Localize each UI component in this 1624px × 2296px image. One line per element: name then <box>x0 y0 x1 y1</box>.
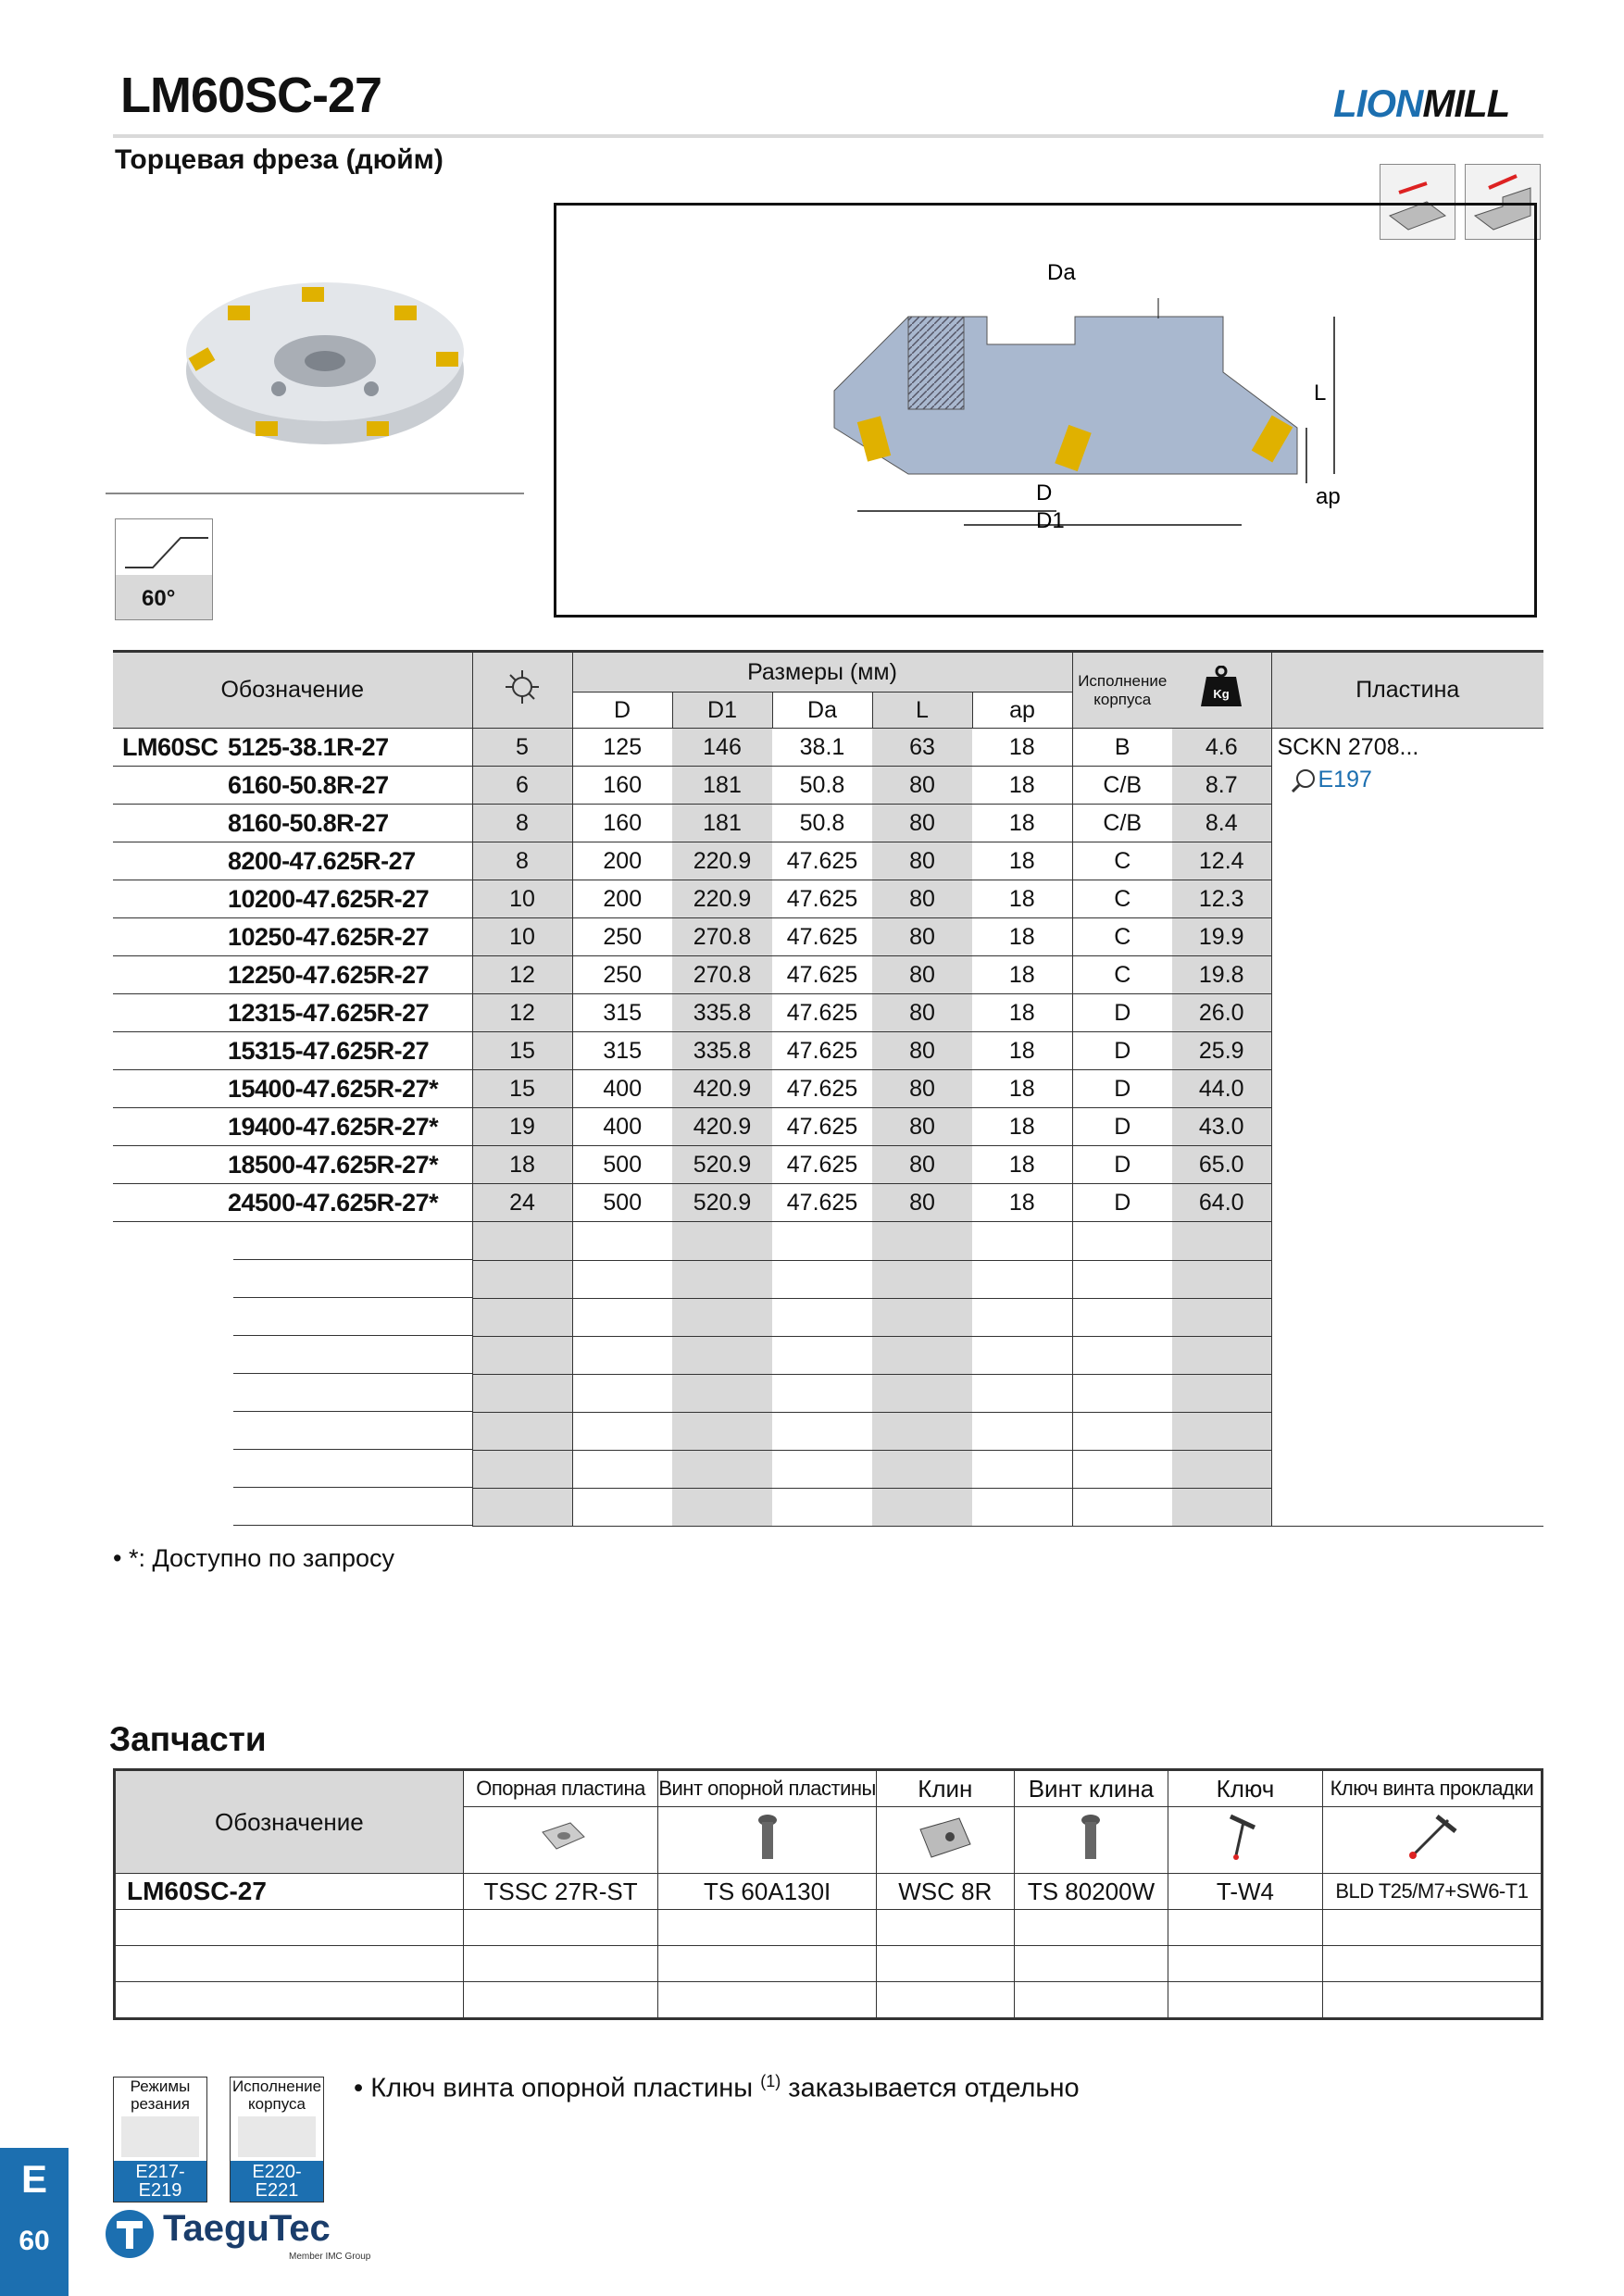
subhdr-l: L <box>872 693 972 729</box>
company-name: TaeguTec <box>163 2208 331 2249</box>
shim-key-icon <box>1322 1807 1542 1874</box>
logo-suffix: MILL <box>1422 81 1510 125</box>
cell-d1: 420.9 <box>672 1108 772 1146</box>
designation-cell: LM60SC 5125-38.1R-27 <box>113 729 472 767</box>
cell-da: 47.625 <box>772 1108 872 1146</box>
cell-l <box>872 1260 972 1298</box>
cell-da <box>772 1412 872 1450</box>
teeth-icon <box>472 652 572 729</box>
cell-body: D <box>1072 1184 1172 1222</box>
label-l: L <box>1314 381 1327 406</box>
designation-cell <box>113 1488 472 1526</box>
cell-kg: 44.0 <box>1172 1070 1271 1108</box>
cell-l: 80 <box>872 880 972 918</box>
angle-label: 60° <box>142 586 176 611</box>
cell-da: 47.625 <box>772 1032 872 1070</box>
designation-cell <box>113 1298 472 1336</box>
designation-cell: 10250-47.625R-27 <box>113 918 472 956</box>
cell-body <box>1072 1222 1172 1261</box>
cell-d1 <box>672 1450 772 1488</box>
cell-kg <box>1172 1260 1271 1298</box>
designation-cell: 10200-47.625R-27 <box>113 880 472 918</box>
cell-da: 47.625 <box>772 842 872 880</box>
cell-body: C/B <box>1072 805 1172 842</box>
cell-kg: 4.6 <box>1172 729 1271 767</box>
designation-cell: 15400-47.625R-27* <box>113 1070 472 1108</box>
cell-da <box>772 1374 872 1412</box>
insert-page-link[interactable]: E197 <box>1318 767 1372 792</box>
cell-da <box>772 1260 872 1298</box>
cell-da <box>772 1222 872 1261</box>
product-table <box>113 650 1543 1527</box>
cell-ap <box>972 1298 1072 1336</box>
insert-code: SCKN 2708... <box>1277 734 1419 760</box>
cutting-data-link[interactable]: E217-E219 <box>114 2161 206 2202</box>
spare-parts-title: Запчасти <box>109 1720 267 1758</box>
cell-d: 500 <box>572 1146 672 1184</box>
cell-l: 63 <box>872 729 972 767</box>
cell-ap: 18 <box>972 842 1072 880</box>
cell-d1 <box>672 1222 772 1261</box>
cell-da: 47.625 <box>772 1070 872 1108</box>
designation-cell: 18500-47.625R-27* <box>113 1146 472 1184</box>
designation-cell: 12250-47.625R-27 <box>113 956 472 994</box>
cell-ap: 18 <box>972 918 1072 956</box>
cell-z <box>472 1450 572 1488</box>
spare-header-key: Ключ <box>1168 1770 1323 1807</box>
cell-z: 10 <box>472 918 572 956</box>
cell-z: 8 <box>472 842 572 880</box>
body-version-link[interactable]: E220-E221 <box>231 2161 323 2202</box>
spare-header-shim: Опорная пластина <box>463 1770 658 1807</box>
cell-ap <box>972 1488 1072 1526</box>
subhdr-d: D <box>572 693 672 729</box>
cell-l: 80 <box>872 1146 972 1184</box>
cell-l: 80 <box>872 918 972 956</box>
cell-ap <box>972 1412 1072 1450</box>
label-d1: D1 <box>1036 508 1065 533</box>
cutting-data-ref[interactable] <box>113 2077 207 2202</box>
cell-body: C/B <box>1072 767 1172 805</box>
cell-z: 6 <box>472 767 572 805</box>
cell-d: 125 <box>572 729 672 767</box>
cell-da: 47.625 <box>772 956 872 994</box>
cell-d: 315 <box>572 1032 672 1070</box>
cell-z: 10 <box>472 880 572 918</box>
cell-d <box>572 1450 672 1488</box>
image-divider <box>106 493 524 494</box>
cell-d1: 335.8 <box>672 994 772 1032</box>
cell-body: D <box>1072 994 1172 1032</box>
spare-designation: LM60SC-27 <box>115 1874 464 1910</box>
page-number: 60 <box>19 2226 50 2256</box>
key-icon <box>1168 1807 1323 1874</box>
cell-da <box>772 1450 872 1488</box>
cell-body <box>1072 1336 1172 1374</box>
spare-value: TS 60A130I <box>658 1874 877 1910</box>
weight-icon <box>1172 652 1271 729</box>
header-insert: Пластина <box>1271 652 1543 729</box>
cell-kg: 8.4 <box>1172 805 1271 842</box>
cell-kg: 12.3 <box>1172 880 1271 918</box>
cell-body: D <box>1072 1070 1172 1108</box>
cutting-data-label: Режимы резания <box>130 2078 191 2113</box>
page-title: LM60SC-27 <box>120 68 382 123</box>
designation-cell <box>113 1374 472 1412</box>
cell-da <box>772 1298 872 1336</box>
cell-l <box>872 1450 972 1488</box>
cell-z <box>472 1222 572 1261</box>
section-letter: E <box>20 2157 47 2201</box>
cell-z <box>472 1260 572 1298</box>
cell-body <box>1072 1488 1172 1526</box>
cell-kg <box>1172 1336 1271 1374</box>
cell-d <box>572 1412 672 1450</box>
cell-da: 50.8 <box>772 767 872 805</box>
cell-ap <box>972 1260 1072 1298</box>
cell-z: 18 <box>472 1146 572 1184</box>
cell-da <box>772 1488 872 1526</box>
designation-cell <box>113 1222 472 1261</box>
cell-d1 <box>672 1488 772 1526</box>
cell-body: D <box>1072 1108 1172 1146</box>
cell-ap <box>972 1222 1072 1261</box>
designation-cell <box>113 1260 472 1298</box>
cell-da: 38.1 <box>772 729 872 767</box>
spare-header-shim-key: Ключ винта прокладки <box>1322 1770 1542 1807</box>
cell-z <box>472 1336 572 1374</box>
cell-ap: 18 <box>972 1146 1072 1184</box>
spare-value: TS 80200W <box>1014 1874 1168 1910</box>
cell-l <box>872 1488 972 1526</box>
cell-z <box>472 1374 572 1412</box>
cell-body: C <box>1072 842 1172 880</box>
cell-da: 47.625 <box>772 1146 872 1184</box>
cell-ap: 18 <box>972 805 1072 842</box>
cell-l: 80 <box>872 1184 972 1222</box>
cell-z: 15 <box>472 1032 572 1070</box>
cell-d1: 181 <box>672 805 772 842</box>
cell-d: 160 <box>572 805 672 842</box>
cell-d <box>572 1374 672 1412</box>
cell-body <box>1072 1374 1172 1412</box>
subhdr-ap: ap <box>972 693 1072 729</box>
cell-d: 250 <box>572 918 672 956</box>
cell-kg <box>1172 1450 1271 1488</box>
cell-kg: 19.8 <box>1172 956 1271 994</box>
cell-d1: 335.8 <box>672 1032 772 1070</box>
header-body-version: Исполнение корпуса <box>1072 652 1172 729</box>
company-sub: Member IMC Group <box>289 2252 371 2262</box>
cell-ap: 18 <box>972 880 1072 918</box>
magnifier-icon <box>1291 768 1318 792</box>
cell-da: 47.625 <box>772 918 872 956</box>
table-row <box>113 729 1543 767</box>
availability-note: • *: Доступно по запросу <box>113 1544 394 1572</box>
cell-kg <box>1172 1222 1271 1261</box>
cell-d1 <box>672 1374 772 1412</box>
cell-da <box>772 1336 872 1374</box>
angle-icon <box>116 519 212 575</box>
label-ap: ap <box>1316 484 1341 509</box>
spare-parts-table <box>113 1768 1543 2020</box>
cell-d1: 220.9 <box>672 880 772 918</box>
cell-body <box>1072 1260 1172 1298</box>
cell-d1 <box>672 1260 772 1298</box>
cell-l: 80 <box>872 767 972 805</box>
cell-l <box>872 1412 972 1450</box>
cell-d1 <box>672 1336 772 1374</box>
cell-kg <box>1172 1298 1271 1336</box>
cell-z <box>472 1488 572 1526</box>
section-tab <box>0 2148 69 2296</box>
cell-da: 47.625 <box>772 880 872 918</box>
tool-body-icon <box>238 2116 316 2157</box>
cell-d1: 270.8 <box>672 918 772 956</box>
cell-d <box>572 1488 672 1526</box>
cell-d1: 520.9 <box>672 1146 772 1184</box>
header-dims: Размеры (мм) <box>572 652 1072 693</box>
cell-d: 400 <box>572 1108 672 1146</box>
designation-cell: 19400-47.625R-27* <box>113 1108 472 1146</box>
cell-kg <box>1172 1488 1271 1526</box>
header-designation: Обозначение <box>113 652 472 729</box>
designation-cell: 12315-47.625R-27 <box>113 994 472 1032</box>
cell-da: 47.625 <box>772 1184 872 1222</box>
label-da: Da <box>1047 260 1076 285</box>
cell-d <box>572 1260 672 1298</box>
body-version-label: Исполнение корпуса <box>231 2078 322 2113</box>
cell-body <box>1072 1450 1172 1488</box>
wedge-screw-icon <box>1014 1807 1168 1874</box>
cell-ap: 18 <box>972 767 1072 805</box>
cell-kg: 12.4 <box>1172 842 1271 880</box>
table-header-row <box>113 652 1543 693</box>
cell-ap: 18 <box>972 1108 1072 1146</box>
designation-cell <box>113 1412 472 1450</box>
book-icon <box>121 2116 199 2157</box>
cell-body: C <box>1072 918 1172 956</box>
spare-value: BLD T25/M7+SW6-T1 <box>1322 1874 1542 1910</box>
cell-d: 160 <box>572 767 672 805</box>
cell-d1: 270.8 <box>672 956 772 994</box>
cell-ap <box>972 1374 1072 1412</box>
cell-d1: 181 <box>672 767 772 805</box>
insert-cell <box>1271 729 1543 1527</box>
designation-cell: 6160-50.8R-27 <box>113 767 472 805</box>
cell-l: 80 <box>872 1032 972 1070</box>
series-prefix: LM60SC <box>122 732 219 761</box>
cell-d <box>572 1298 672 1336</box>
cell-ap: 18 <box>972 994 1072 1032</box>
cell-body: D <box>1072 1146 1172 1184</box>
cell-ap: 18 <box>972 1032 1072 1070</box>
designation-cell <box>113 1336 472 1374</box>
cell-z: 19 <box>472 1108 572 1146</box>
designation-cell <box>113 1450 472 1488</box>
cell-z <box>472 1412 572 1450</box>
cell-z: 8 <box>472 805 572 842</box>
subhdr-da: Da <box>772 693 872 729</box>
cell-kg: 64.0 <box>1172 1184 1271 1222</box>
cell-d: 315 <box>572 994 672 1032</box>
cell-l: 80 <box>872 1108 972 1146</box>
body-version-ref[interactable] <box>230 2077 324 2202</box>
cell-kg: 26.0 <box>1172 994 1271 1032</box>
cell-l: 80 <box>872 994 972 1032</box>
cell-d1: 420.9 <box>672 1070 772 1108</box>
cell-l <box>872 1374 972 1412</box>
cell-l <box>872 1336 972 1374</box>
cell-body: C <box>1072 880 1172 918</box>
cell-body: C <box>1072 956 1172 994</box>
spare-value: TSSC 27R-ST <box>463 1874 658 1910</box>
spare-header-designation: Обозначение <box>115 1770 464 1874</box>
cell-ap <box>972 1450 1072 1488</box>
spare-header-wedge: Клин <box>876 1770 1014 1807</box>
cell-d: 400 <box>572 1070 672 1108</box>
spare-value: T-W4 <box>1168 1874 1323 1910</box>
cell-da: 47.625 <box>772 994 872 1032</box>
spare-row <box>115 1874 1543 1910</box>
cell-kg: 65.0 <box>1172 1146 1271 1184</box>
spare-value: WSC 8R <box>876 1874 1014 1910</box>
cell-ap: 18 <box>972 956 1072 994</box>
subhdr-d1: D1 <box>672 693 772 729</box>
spare-header-wedge-screw: Винт клина <box>1014 1770 1168 1807</box>
header-rule <box>113 134 1543 138</box>
spare-header-shim-screw: Винт опорной пластины <box>658 1770 877 1807</box>
cell-kg <box>1172 1412 1271 1450</box>
designation-cell: 8160-50.8R-27 <box>113 805 472 842</box>
cell-z <box>472 1298 572 1336</box>
cell-body <box>1072 1412 1172 1450</box>
cell-d: 200 <box>572 880 672 918</box>
cell-ap <box>972 1336 1072 1374</box>
cell-ap: 18 <box>972 1184 1072 1222</box>
cell-body: D <box>1072 1032 1172 1070</box>
cell-l: 80 <box>872 805 972 842</box>
cell-ap: 18 <box>972 1070 1072 1108</box>
cell-l: 80 <box>872 842 972 880</box>
cell-l: 80 <box>872 1070 972 1108</box>
cell-z: 24 <box>472 1184 572 1222</box>
lead-angle-box <box>115 518 213 620</box>
wedge-icon <box>876 1807 1014 1874</box>
cell-ap: 18 <box>972 729 1072 767</box>
cell-l <box>872 1298 972 1336</box>
cell-kg <box>1172 1374 1271 1412</box>
footnote: • Ключ винта опорной пластины $^{(1)}$ заказывается отдельно <box>354 2072 1080 2103</box>
svg-text:Kg: Kg <box>1213 687 1230 701</box>
cell-kg: 19.9 <box>1172 918 1271 956</box>
product-image <box>172 259 478 472</box>
cell-z: 12 <box>472 956 572 994</box>
cell-body: B <box>1072 729 1172 767</box>
cell-d: 500 <box>572 1184 672 1222</box>
cell-da: 50.8 <box>772 805 872 842</box>
cell-l: 80 <box>872 956 972 994</box>
shim-icon <box>463 1807 658 1874</box>
logo-prefix: LION <box>1333 81 1423 125</box>
designation-cell: 15315-47.625R-27 <box>113 1032 472 1070</box>
cell-kg: 8.7 <box>1172 767 1271 805</box>
label-d: D <box>1036 480 1053 505</box>
dimension-diagram <box>554 203 1537 618</box>
screw-icon <box>658 1807 877 1874</box>
cell-d: 250 <box>572 956 672 994</box>
cell-d1: 220.9 <box>672 842 772 880</box>
cell-d1 <box>672 1412 772 1450</box>
cell-d1: 146 <box>672 729 772 767</box>
cell-body <box>1072 1298 1172 1336</box>
cell-z: 12 <box>472 994 572 1032</box>
cell-l <box>872 1222 972 1261</box>
designation-cell: 8200-47.625R-27 <box>113 842 472 880</box>
cell-kg: 43.0 <box>1172 1108 1271 1146</box>
cell-kg: 25.9 <box>1172 1032 1271 1070</box>
cell-d1 <box>672 1298 772 1336</box>
cell-d: 200 <box>572 842 672 880</box>
cell-z: 5 <box>472 729 572 767</box>
taegutec-logo-icon <box>104 2208 156 2265</box>
lionmill-logo <box>1333 81 1509 126</box>
cell-d <box>572 1336 672 1374</box>
cell-d <box>572 1222 672 1261</box>
cell-d1: 520.9 <box>672 1184 772 1222</box>
page-subtitle: Торцевая фреза (дюйм) <box>115 144 443 175</box>
cell-z: 15 <box>472 1070 572 1108</box>
designation-cell: 24500-47.625R-27* <box>113 1184 472 1222</box>
